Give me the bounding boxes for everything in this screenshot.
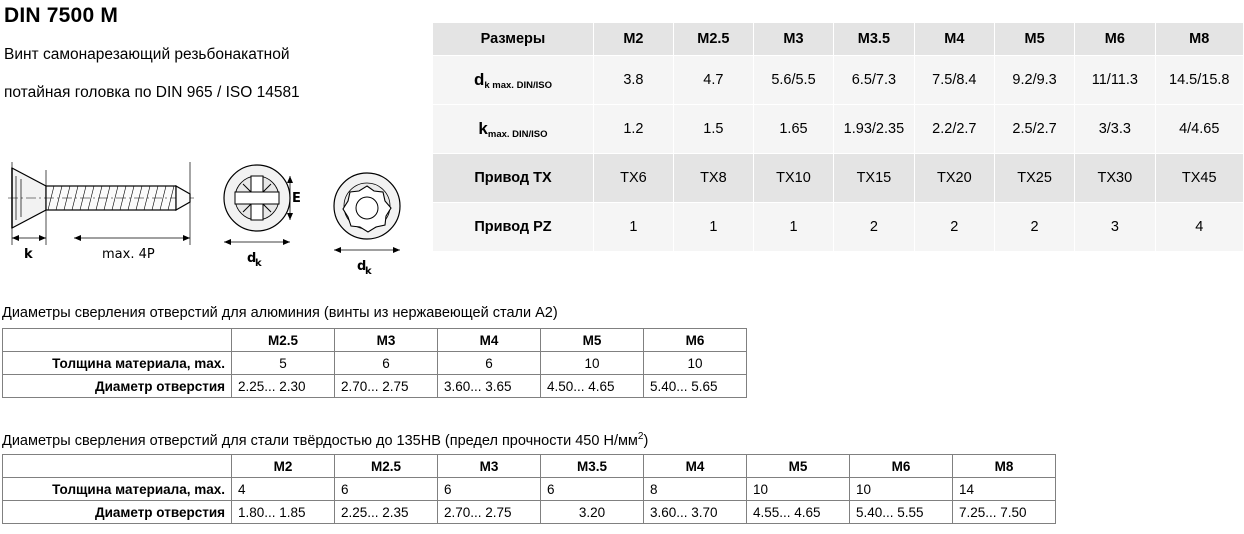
alu-row-label-holediameter: Диаметр отверстия	[3, 375, 232, 398]
cell-k-m5: 2.5/2.7	[994, 105, 1074, 154]
alu-thickness-m5: 10	[541, 352, 644, 375]
row-label-dk	[433, 56, 594, 105]
steel-row-label-thickness: Толщина материала, max.	[3, 478, 232, 501]
cell-dk-m4: 7.5/8.4	[914, 56, 994, 105]
steel-thickness-m25: 6	[335, 478, 438, 501]
svg-text:k: k	[255, 258, 262, 269]
cell-dk-m3: 5.6/5.5	[753, 56, 833, 105]
row-label-k-main: k	[478, 119, 488, 138]
cell-dk-m2: 3.8	[593, 56, 673, 105]
steel-row-thickness	[3, 478, 1056, 501]
cell-pz-m3: 1	[753, 203, 833, 252]
steel-hole-m2: 1.80... 1.85	[232, 501, 335, 524]
alu-thickness-m25: 5	[232, 352, 335, 375]
subtitle-line-2: потайная головка по DIN 965 / ISO 14581	[4, 84, 300, 101]
steel-header-m6: M6	[850, 455, 953, 478]
alu-header-row	[3, 329, 747, 352]
page-title: DIN 7500 M	[4, 4, 119, 27]
alu-row-label-thickness: Толщина материала, max.	[3, 352, 232, 375]
header-cell-m6: M6	[1075, 23, 1155, 56]
cell-k-m25: 1.5	[673, 105, 753, 154]
svg-text:d: d	[247, 251, 257, 266]
steel-hole-m6: 5.40... 5.55	[850, 501, 953, 524]
aluminium-drill-table	[2, 328, 747, 398]
alu-hole-m6: 5.40... 5.65	[644, 375, 747, 398]
cell-k-m8: 4/4.65	[1155, 105, 1244, 154]
cell-k-m35: 1.93/2.35	[834, 105, 915, 154]
steel-header-m2: M2	[232, 455, 335, 478]
aluminium-section-caption: Диаметры сверления отверстий для алюминия (винты из нержавеющей стали А2)	[2, 305, 558, 321]
cell-dk-m6: 11/11.3	[1075, 56, 1155, 105]
svg-text:E: E	[292, 191, 301, 206]
cell-tx-m6: TX30	[1075, 154, 1155, 203]
alu-thickness-m4: 6	[438, 352, 541, 375]
row-label-pz: Привод PZ	[433, 203, 594, 252]
alu-hole-m3: 2.70... 2.75	[335, 375, 438, 398]
steel-hole-m3: 2.70... 2.75	[438, 501, 541, 524]
cell-pz-m35: 2	[834, 203, 915, 252]
steel-hole-m4: 3.60... 3.70	[644, 501, 747, 524]
cell-tx-m3: TX10	[753, 154, 833, 203]
header-cell-m2: M2	[593, 23, 673, 56]
steel-header-m5: M5	[747, 455, 850, 478]
table-row-tx	[433, 154, 1244, 203]
alu-header-m4: M4	[438, 329, 541, 352]
cell-dk-m8: 14.5/15.8	[1155, 56, 1244, 105]
steel-header-m8: M8	[953, 455, 1056, 478]
screw-technical-drawing	[2, 150, 422, 280]
row-label-dk-sub: k max. DIN/ISO	[484, 80, 552, 91]
alu-hole-m25: 2.25... 2.30	[232, 375, 335, 398]
svg-text:k: k	[24, 247, 33, 262]
cell-k-m3: 1.65	[753, 105, 833, 154]
steel-caption-part2: )	[643, 432, 649, 449]
alu-header-m3: M3	[335, 329, 438, 352]
svg-text:k: k	[365, 266, 372, 277]
steel-thickness-m4: 8	[644, 478, 747, 501]
steel-header-m35: M3.5	[541, 455, 644, 478]
header-cell-m8: M8	[1155, 23, 1244, 56]
dimensions-table	[432, 22, 1244, 252]
row-label-k	[433, 105, 594, 154]
alu-header-empty	[3, 329, 232, 352]
steel-thickness-m6: 10	[850, 478, 953, 501]
alu-header-m25: M2.5	[232, 329, 335, 352]
cell-dk-m25: 4.7	[673, 56, 753, 105]
steel-header-m4: M4	[644, 455, 747, 478]
alu-thickness-m3: 6	[335, 352, 438, 375]
alu-hole-m5: 4.50... 4.65	[541, 375, 644, 398]
table-row-dk	[433, 56, 1244, 105]
cell-pz-m6: 3	[1075, 203, 1155, 252]
cell-tx-m4: TX20	[914, 154, 994, 203]
svg-text:d: d	[357, 259, 367, 274]
alu-header-m5: M5	[541, 329, 644, 352]
header-cell-sizes: Размеры	[433, 23, 594, 56]
steel-hole-m35: 3.20	[541, 501, 644, 524]
alu-thickness-m6: 10	[644, 352, 747, 375]
cell-tx-m5: TX25	[994, 154, 1074, 203]
alu-row-thickness	[3, 352, 747, 375]
cell-k-m4: 2.2/2.7	[914, 105, 994, 154]
cell-tx-m25: TX8	[673, 154, 753, 203]
row-label-dk-main: d	[473, 70, 485, 89]
row-label-k-sub: max. DIN/ISO	[487, 129, 548, 140]
table-header-row	[433, 23, 1244, 56]
header-block	[4, 4, 428, 122]
cell-tx-m2: TX6	[593, 154, 673, 203]
cell-pz-m4: 2	[914, 203, 994, 252]
steel-caption-part1: Диаметры сверления отверстий для стали твёрдостью до 135HB (предел прочности 450 Н/мм	[2, 432, 638, 449]
cell-pz-m2: 1	[593, 203, 673, 252]
steel-header-row	[3, 455, 1056, 478]
cell-pz-m8: 4	[1155, 203, 1244, 252]
steel-hole-m25: 2.25... 2.35	[335, 501, 438, 524]
steel-section-caption	[2, 431, 648, 449]
header-cell-m3: M3	[753, 23, 833, 56]
steel-drill-table	[2, 454, 1056, 524]
steel-hole-m8: 7.25... 7.50	[953, 501, 1056, 524]
cell-k-m2: 1.2	[593, 105, 673, 154]
cell-dk-m35: 6.5/7.3	[834, 56, 915, 105]
cell-pz-m25: 1	[673, 203, 753, 252]
header-cell-m25: M2.5	[673, 23, 753, 56]
cell-k-m6: 3/3.3	[1075, 105, 1155, 154]
header-cell-m5: M5	[994, 23, 1074, 56]
steel-header-empty	[3, 455, 232, 478]
steel-thickness-m3: 6	[438, 478, 541, 501]
cell-tx-m35: TX15	[834, 154, 915, 203]
steel-thickness-m8: 14	[953, 478, 1056, 501]
steel-header-m3: M3	[438, 455, 541, 478]
alu-row-holediameter	[3, 375, 747, 398]
table-row-k	[433, 105, 1244, 154]
cell-pz-m5: 2	[994, 203, 1074, 252]
steel-row-label-holediameter: Диаметр отверстия	[3, 501, 232, 524]
header-cell-m4: M4	[914, 23, 994, 56]
steel-thickness-m5: 10	[747, 478, 850, 501]
alu-hole-m4: 3.60... 3.65	[438, 375, 541, 398]
steel-hole-m5: 4.55... 4.65	[747, 501, 850, 524]
subtitle-line-1: Винт самонарезающий резьбонакатной	[4, 46, 290, 63]
steel-header-m25: M2.5	[335, 455, 438, 478]
table-row-pz	[433, 203, 1244, 252]
steel-thickness-m2: 4	[232, 478, 335, 501]
cell-tx-m8: TX45	[1155, 154, 1244, 203]
alu-header-m6: M6	[644, 329, 747, 352]
steel-row-holediameter	[3, 501, 1056, 524]
svg-text:max. 4P: max. 4P	[102, 247, 155, 262]
row-label-tx: Привод TX	[433, 154, 594, 203]
cell-dk-m5: 9.2/9.3	[994, 56, 1074, 105]
steel-thickness-m35: 6	[541, 478, 644, 501]
steel-caption-superscript: 2	[637, 431, 644, 442]
header-cell-m35: M3.5	[834, 23, 915, 56]
